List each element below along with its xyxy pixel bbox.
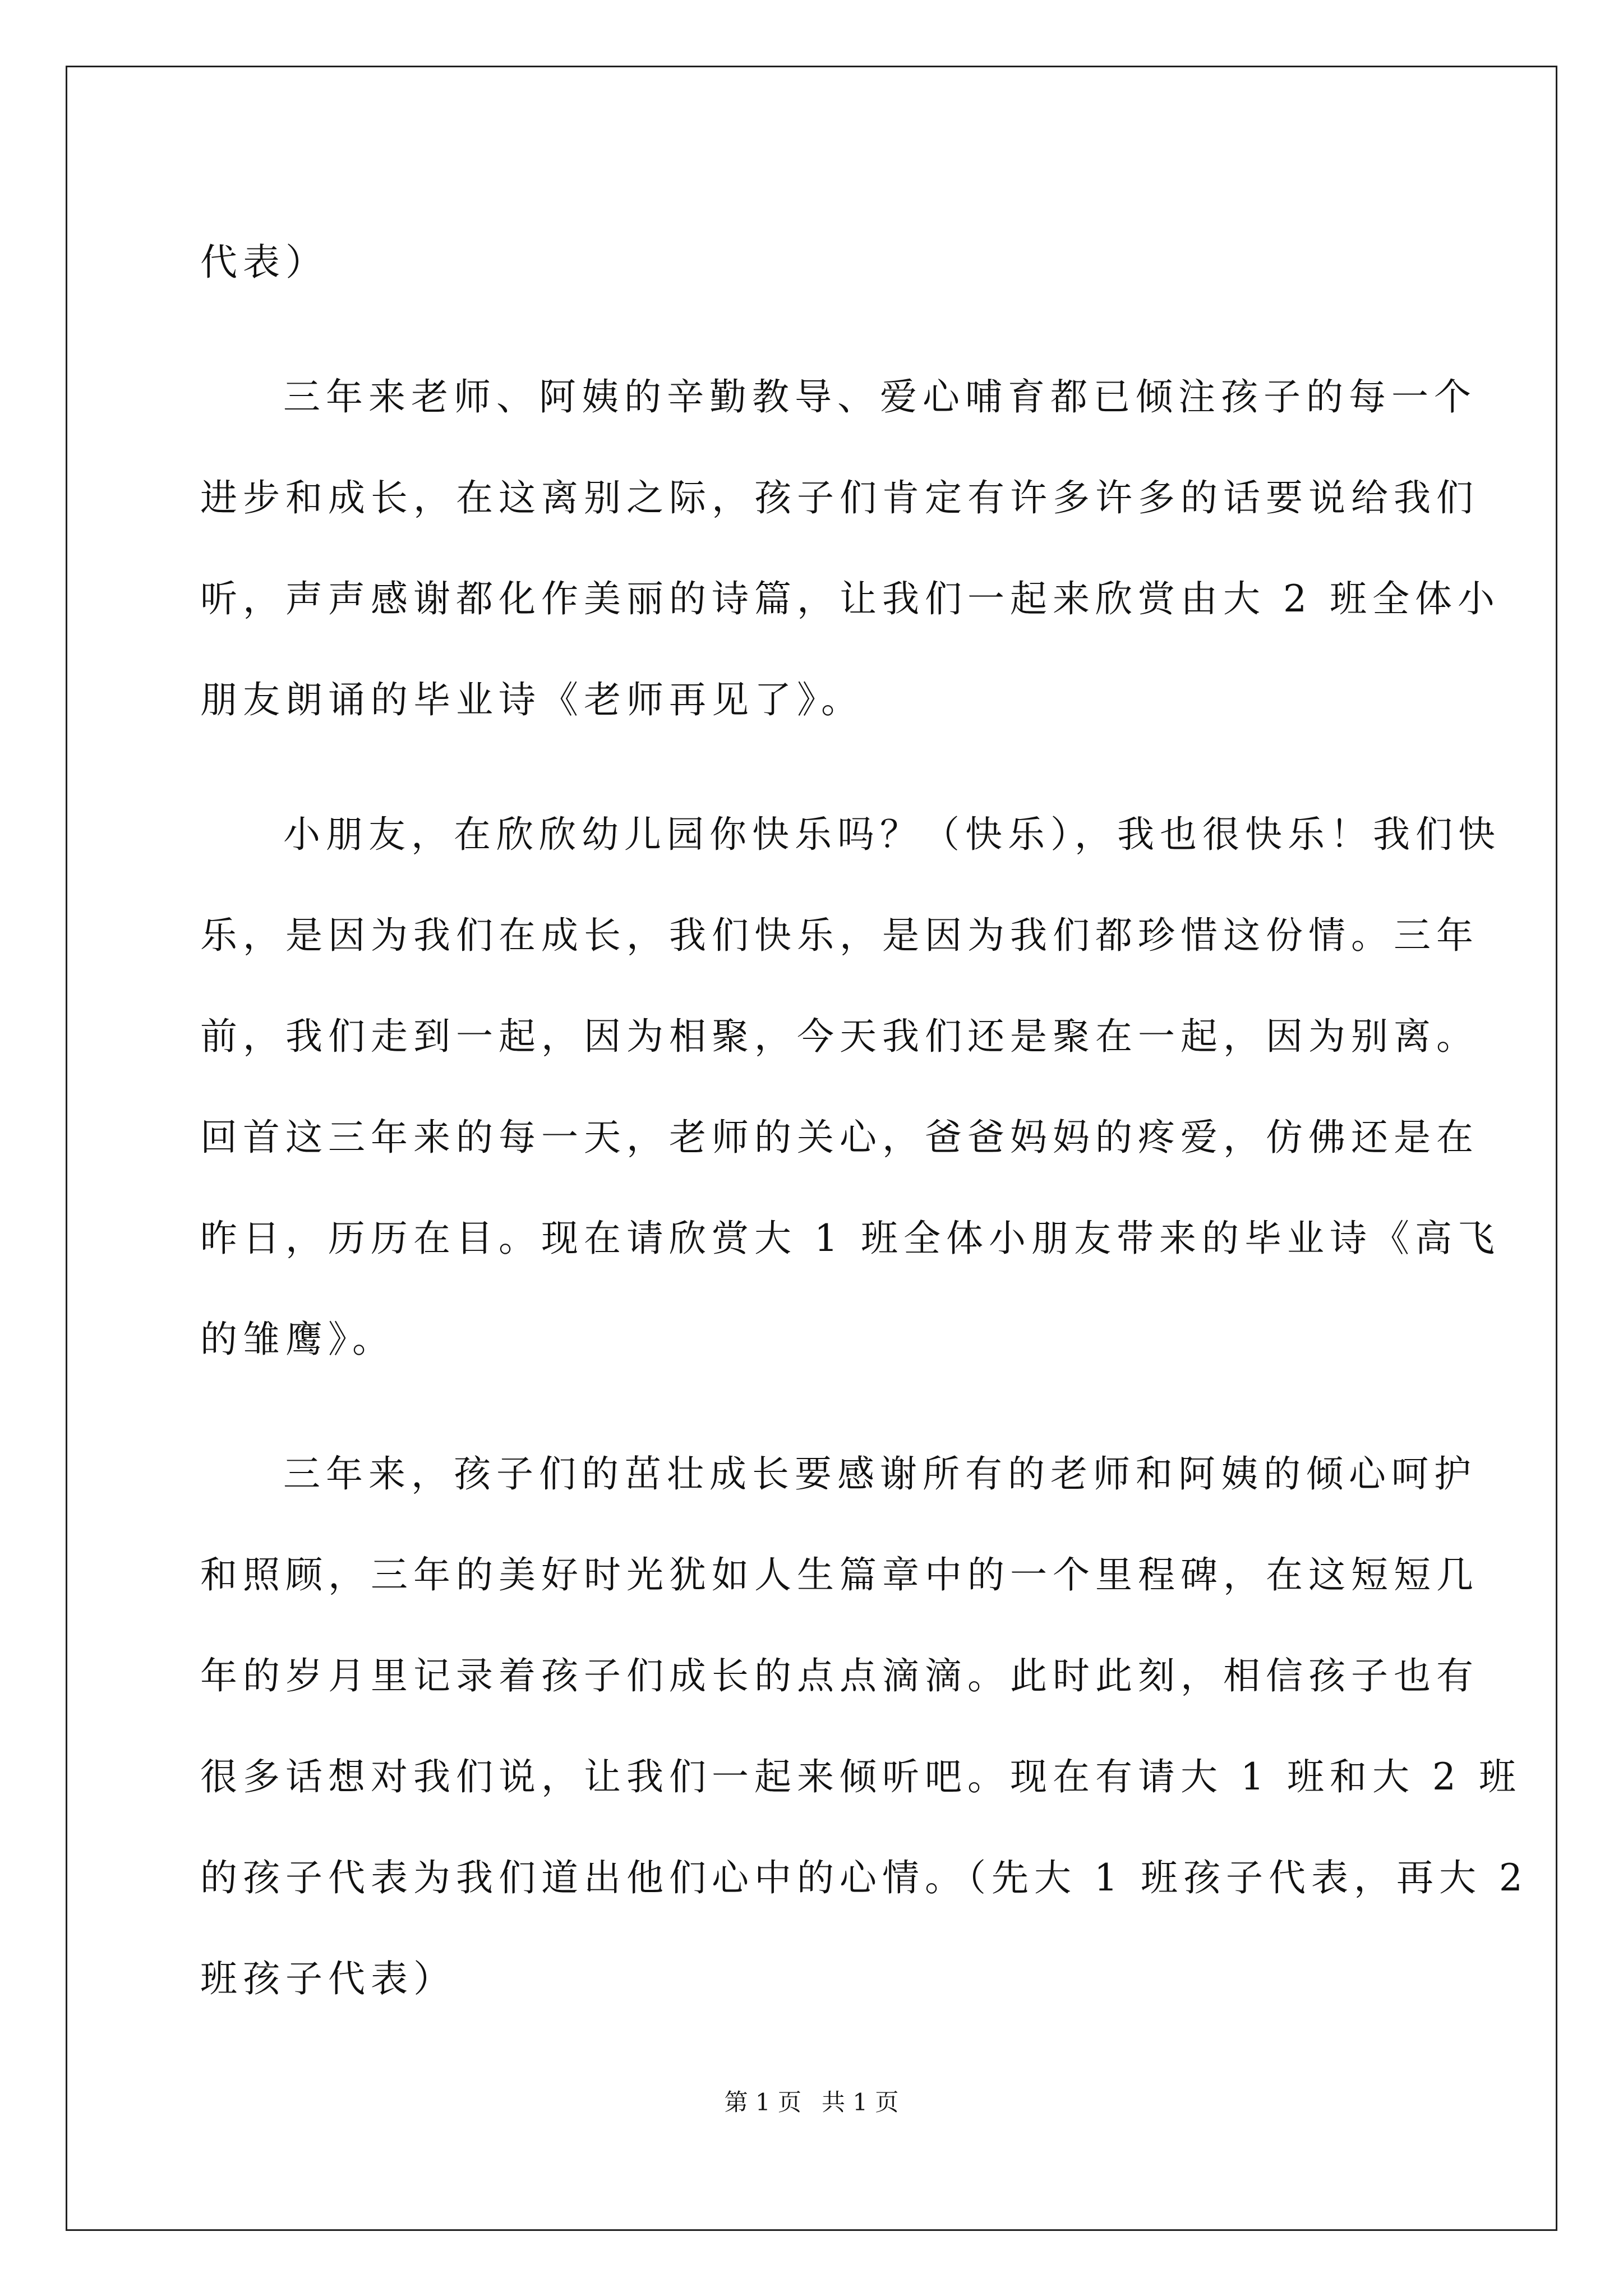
text-line: 朋友朗诵的毕业诗《老师再见了》。: [200, 678, 864, 721]
text-line: 听，声声感谢都化作美丽的诗篇，让我们一起来欣赏由大 2 班全体小: [200, 577, 1500, 620]
text-line: 的孩子代表为我们道出他们心中的心情。（先大 1 班孩子代表，再大 2: [200, 1856, 1528, 1899]
page-footer: [0, 2086, 1623, 2119]
page-number-current: 第 1 页: [724, 2088, 801, 2116]
text-line: 三年来，孩子们的茁壮成长要感谢所有的老师和阿姨的倾心呵护: [283, 1452, 1477, 1496]
text-line: 和照顾，三年的美好时光犹如人生篇章中的一个里程碑，在这短短几: [200, 1553, 1479, 1596]
text-line: 三年来老师、阿姨的辛勤教导、爱心哺育都已倾注孩子的每一个: [283, 375, 1477, 418]
paragraph-1: [200, 212, 1423, 313]
paragraph-2: [200, 347, 1500, 751]
text-line: 乐，是因为我们在成长，我们快乐，是因为我们都珍惜这份情。三年: [200, 914, 1479, 957]
page-number-total: 共 1 页: [822, 2088, 899, 2116]
text-line: 代表）: [200, 241, 328, 284]
paragraph-3: [200, 784, 1501, 1390]
text-line: 小朋友，在欣欣幼儿园你快乐吗？（快乐），我也很快乐！我们快: [283, 813, 1501, 856]
text-line: 回首这三年来的每一天，老师的关心，爸爸妈妈的疼爱，仿佛还是在: [200, 1116, 1479, 1159]
text-line: 的雏鹰》。: [200, 1318, 395, 1361]
text-line: 昨日，历历在目。现在请欣赏大 1 班全体小朋友带来的毕业诗《高飞: [200, 1217, 1500, 1260]
text-line: 前，我们走到一起，因为相聚，今天我们还是聚在一起，因为别离。: [200, 1015, 1479, 1058]
text-line: 班孩子代表）: [200, 1957, 456, 2000]
text-line: 年的岁月里记录着孩子们成长的点点滴滴。此时此刻，相信孩子也有: [200, 1654, 1479, 1697]
document-body: [200, 212, 1528, 2030]
text-line: 进步和成长，在这离别之际，孩子们肯定有许多许多的话要说给我们: [200, 476, 1479, 519]
paragraph-4: [200, 1424, 1528, 2030]
text-line: 很多话想对我们说，让我们一起来倾听吧。现在有请大 1 班和大 2 班: [200, 1755, 1521, 1798]
